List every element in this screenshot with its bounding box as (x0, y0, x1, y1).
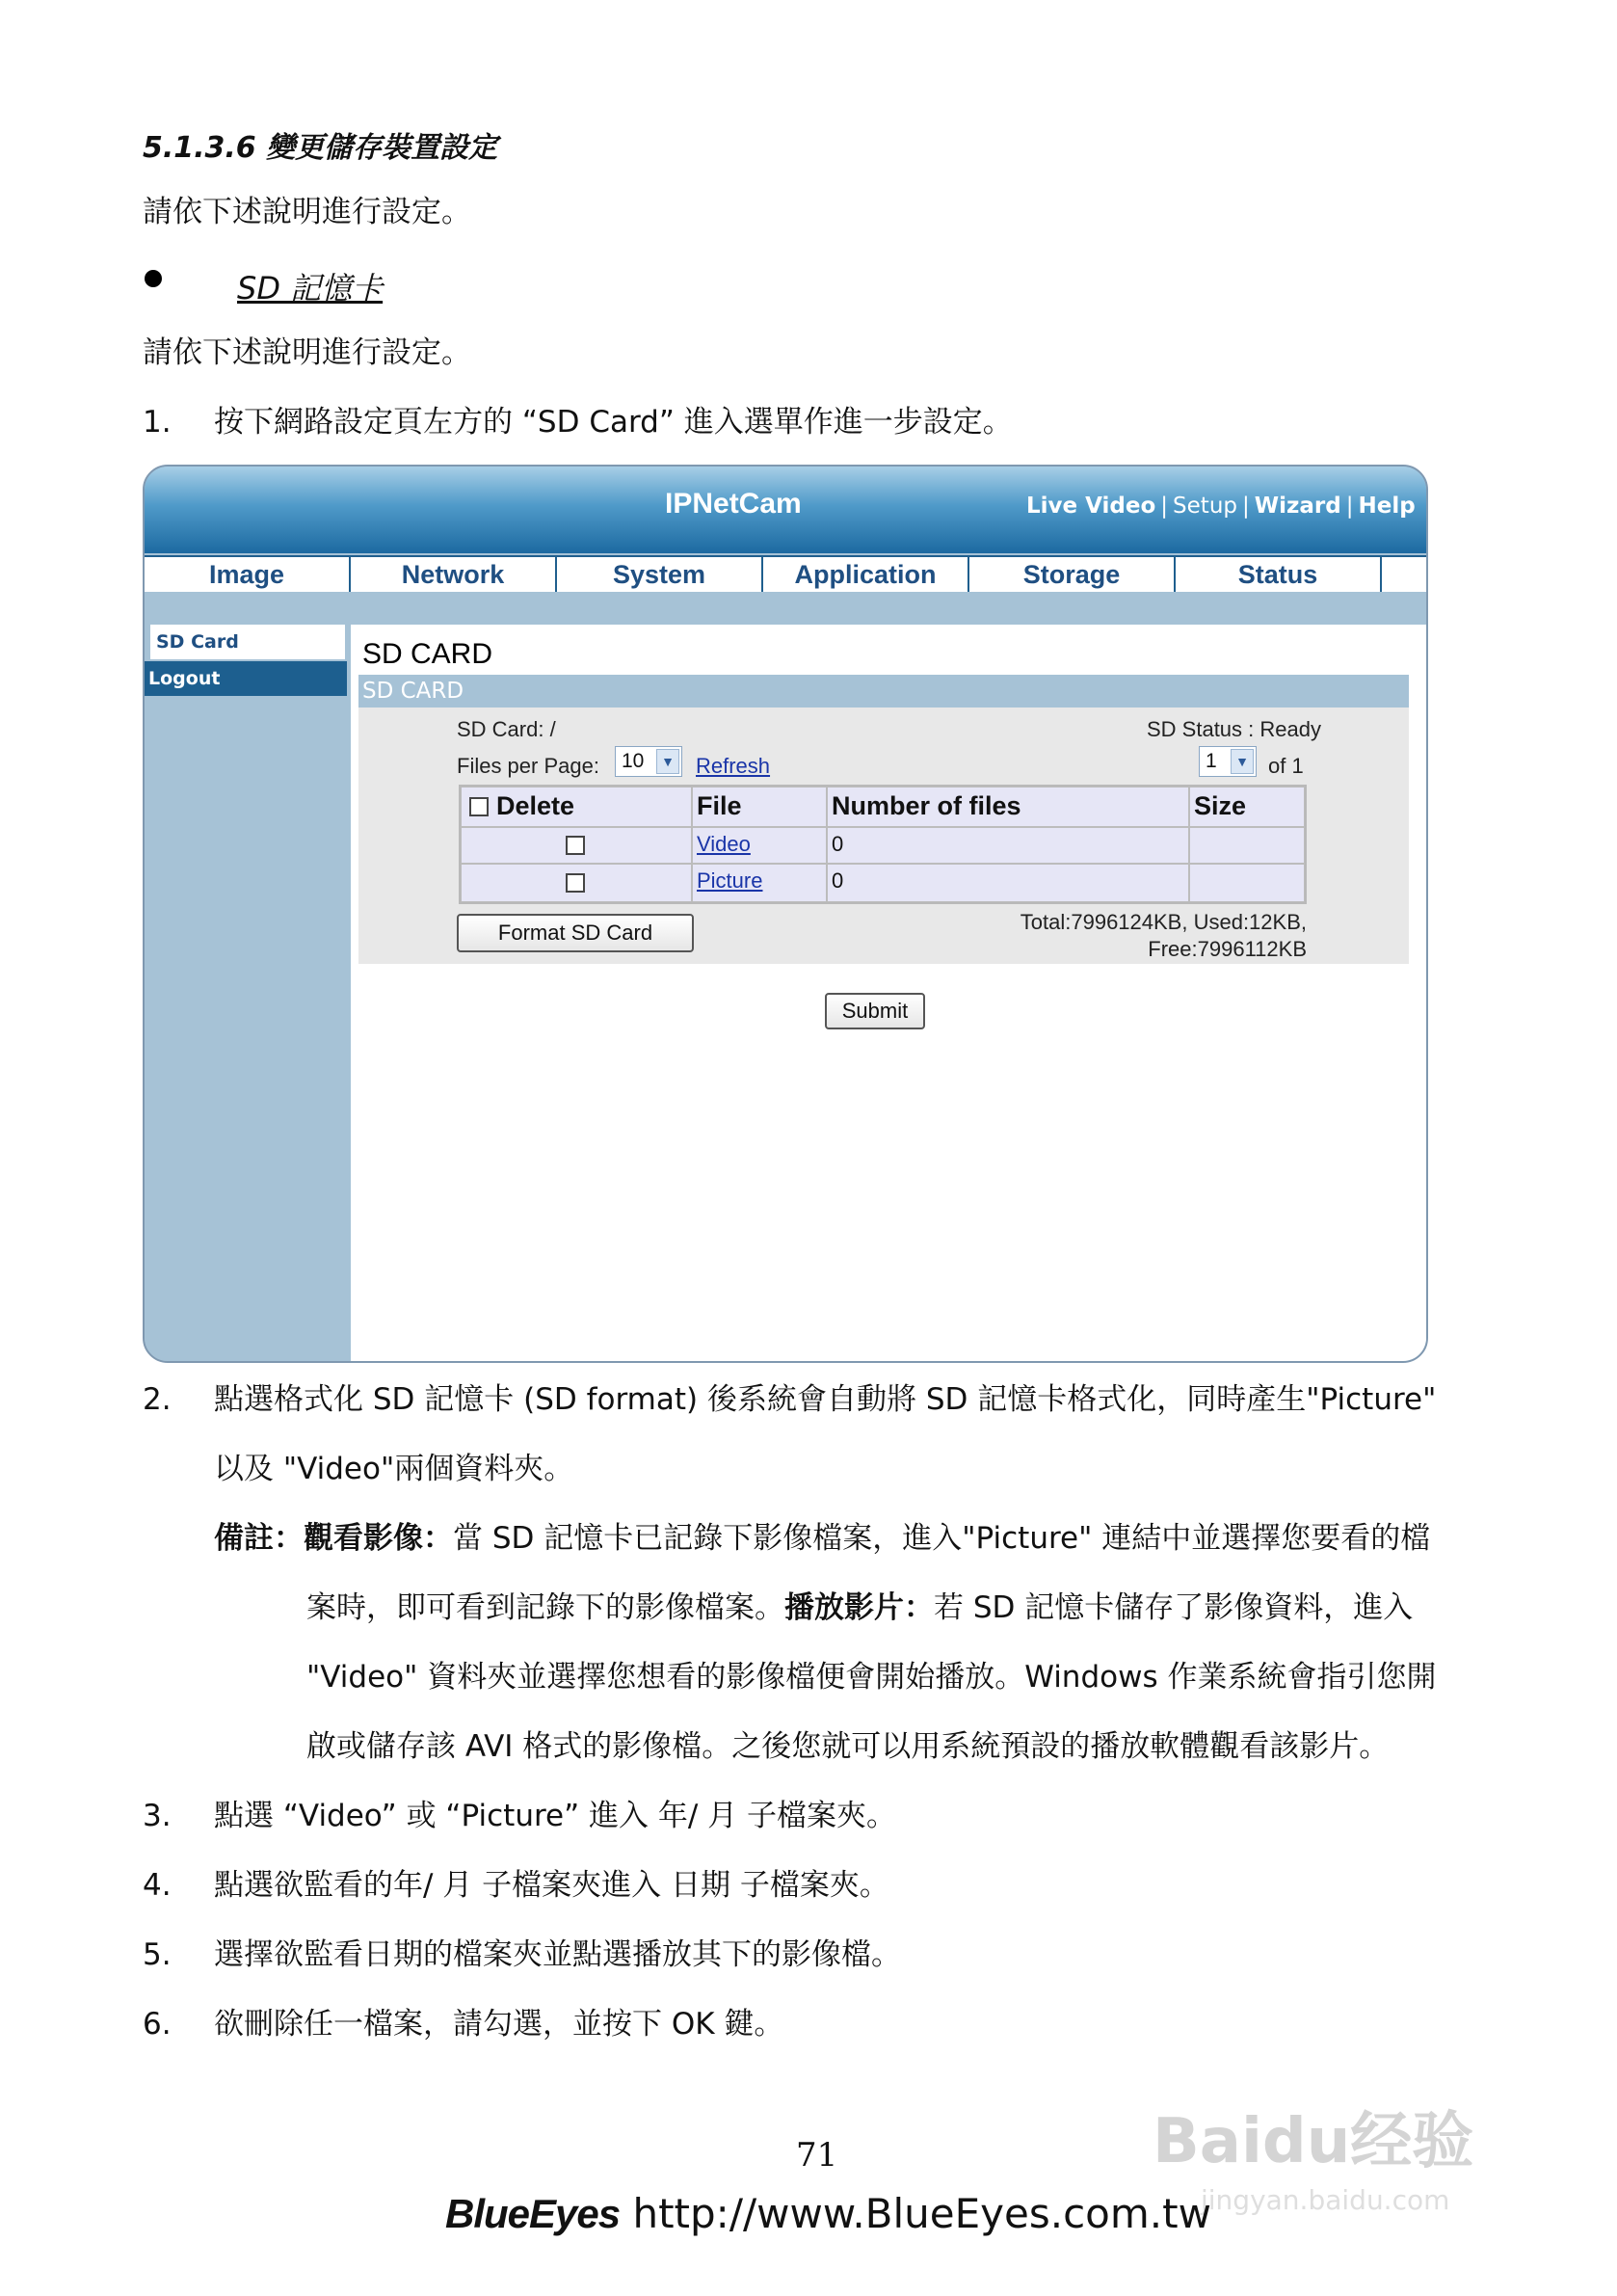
setup-link[interactable]: Setup (1173, 494, 1237, 519)
sd-section-title: SD 記憶卡 (237, 270, 384, 307)
sd-files-table (459, 785, 1307, 904)
app-banner (145, 467, 1426, 553)
ipcam-sd-card-screenshot (143, 465, 1428, 1363)
picture-count: 0 (827, 864, 1189, 902)
sd-card-path: SD Card: / (457, 717, 556, 741)
select-all-checkbox[interactable] (469, 797, 489, 816)
note-text: 案時，即可看到記錄下的影像檔案。 (306, 1590, 784, 1625)
step-number: 2. (143, 1382, 172, 1417)
table-header-count: Number of files (827, 787, 1189, 827)
live-video-link[interactable]: Live Video (1026, 494, 1156, 519)
tab-status[interactable]: Status (1176, 557, 1382, 592)
files-per-page-label: Files per Page: (457, 754, 599, 778)
video-count: 0 (827, 827, 1189, 864)
note-line-3: "Video" 資料夾並選擇您想看的影像檔便會開始播放。Windows 作業系統會指引您開 (306, 1660, 1437, 1695)
submit-button[interactable]: Submit (825, 993, 925, 1029)
content-area (351, 625, 1426, 1361)
step-number: 1. (143, 405, 172, 440)
help-link[interactable]: Help (1358, 494, 1416, 519)
storage-total: Total:7996124KB, Used:12KB, (1020, 910, 1307, 934)
storage-free: Free:7996112KB (1148, 937, 1307, 961)
step-text: 選擇欲監看日期的檔案夾並點選播放其下的影像檔。 (214, 1937, 901, 1972)
note-bold-play: 播放影片： (784, 1590, 934, 1625)
video-folder-link[interactable]: Video (692, 827, 827, 864)
tab-application[interactable]: Application (763, 557, 969, 592)
page-select[interactable] (1199, 746, 1257, 777)
step-2-continued: 以及 "Video"兩個資料夾。 (214, 1452, 574, 1486)
main-tabs (145, 555, 1426, 594)
table-row-video-delete (461, 827, 692, 864)
step-text: 按下網路設定頁左方的 “SD Card” 進入選單作進一步設定。 (214, 405, 1013, 440)
page-title: SD CARD (362, 638, 493, 670)
app-title: IPNetCam (665, 488, 802, 520)
footer (445, 2190, 1211, 2237)
footer-url: http://www.BlueEyes.com.tw (632, 2190, 1211, 2237)
brand-logo: BlueEyes (445, 2191, 621, 2236)
sidebar-item-logout[interactable]: Logout (145, 661, 347, 696)
tab-system[interactable]: System (557, 557, 763, 592)
step-text: 點選欲監看的年/ 月 子檔案夾進入 日期 子檔案夾。 (214, 1868, 889, 1903)
section-intro: 請依下述說明進行設定。 (143, 195, 471, 229)
note-text: 當 SD 記憶卡已記錄下影像檔案，進入"Picture" 連結中並選擇您要看的檔 (453, 1521, 1431, 1556)
sub-band (145, 592, 1426, 625)
table-header-file: File (692, 787, 827, 827)
files-per-page-value: 10 (622, 750, 645, 772)
sidebar-item-sd-card[interactable]: SD Card (150, 625, 345, 659)
bullet-icon (145, 270, 162, 287)
panel-title: SD CARD (358, 675, 1409, 707)
step-number: 5. (143, 1937, 172, 1972)
link-separator: | (1160, 494, 1169, 519)
section-heading: 5.1.3.6 變更儲存裝置設定 (143, 131, 498, 165)
note-line-2 (306, 1589, 1413, 1627)
link-separator: | (1242, 494, 1250, 519)
step-number: 3. (143, 1799, 172, 1833)
sd-card-panel (358, 675, 1409, 964)
step-text: 欲刪除任一檔案，請勾選，並按下 OK 鍵。 (214, 2007, 784, 2042)
table-header-size: Size (1189, 787, 1305, 827)
link-separator: | (1345, 494, 1354, 519)
wizard-link[interactable]: Wizard (1254, 494, 1341, 519)
baidu-watermark: Baidu经验 (1153, 2106, 1474, 2177)
refresh-link[interactable]: Refresh (696, 754, 771, 778)
note-bold-view: 觀看影像： (304, 1521, 453, 1556)
note-line-1 (214, 1519, 1430, 1558)
picture-size (1189, 864, 1305, 902)
chevron-down-icon: ▼ (656, 749, 679, 774)
delete-checkbox[interactable] (566, 873, 585, 893)
sd-status: SD Status : Ready (1147, 717, 1321, 741)
page-count: of 1 (1268, 754, 1304, 778)
page-number: 71 (796, 2136, 838, 2175)
page-select-value: 1 (1206, 750, 1217, 772)
chevron-down-icon: ▼ (1231, 749, 1254, 774)
files-per-page-select[interactable] (615, 746, 682, 777)
video-size (1189, 827, 1305, 864)
delete-checkbox[interactable] (566, 836, 585, 855)
sidebar (145, 625, 347, 1361)
step-text: 點選格式化 SD 記憶卡 (SD format) 後系統會自動將 SD 記憶卡格式化，同時產生"Picture" (214, 1382, 1437, 1417)
tab-network[interactable]: Network (351, 557, 557, 592)
sd-section-intro: 請依下述說明進行設定。 (143, 335, 471, 370)
table-row-picture-delete (461, 864, 692, 902)
format-sd-card-button[interactable]: Format SD Card (457, 914, 694, 952)
step-text: 點選 “Video” 或 “Picture” 進入 年/ 月 子檔案夾。 (214, 1799, 897, 1833)
step-number: 4. (143, 1868, 172, 1903)
step-number: 6. (143, 2007, 172, 2042)
baidu-watermark-url: jingyan.baidu.com (1201, 2184, 1450, 2216)
note-label: 備註： (214, 1521, 304, 1556)
top-links (1021, 494, 1420, 519)
table-header-delete: Delete (461, 787, 692, 827)
tab-image[interactable]: Image (145, 557, 351, 592)
picture-folder-link[interactable]: Picture (692, 864, 827, 902)
note-line-4: 啟或儲存該 AVI 格式的影像檔。之後您就可以用系統預設的播放軟體觀看該影片。 (306, 1729, 1390, 1764)
note-text: 若 SD 記憶卡儲存了影像資料，進入 (934, 1590, 1414, 1625)
tab-storage[interactable]: Storage (969, 557, 1176, 592)
